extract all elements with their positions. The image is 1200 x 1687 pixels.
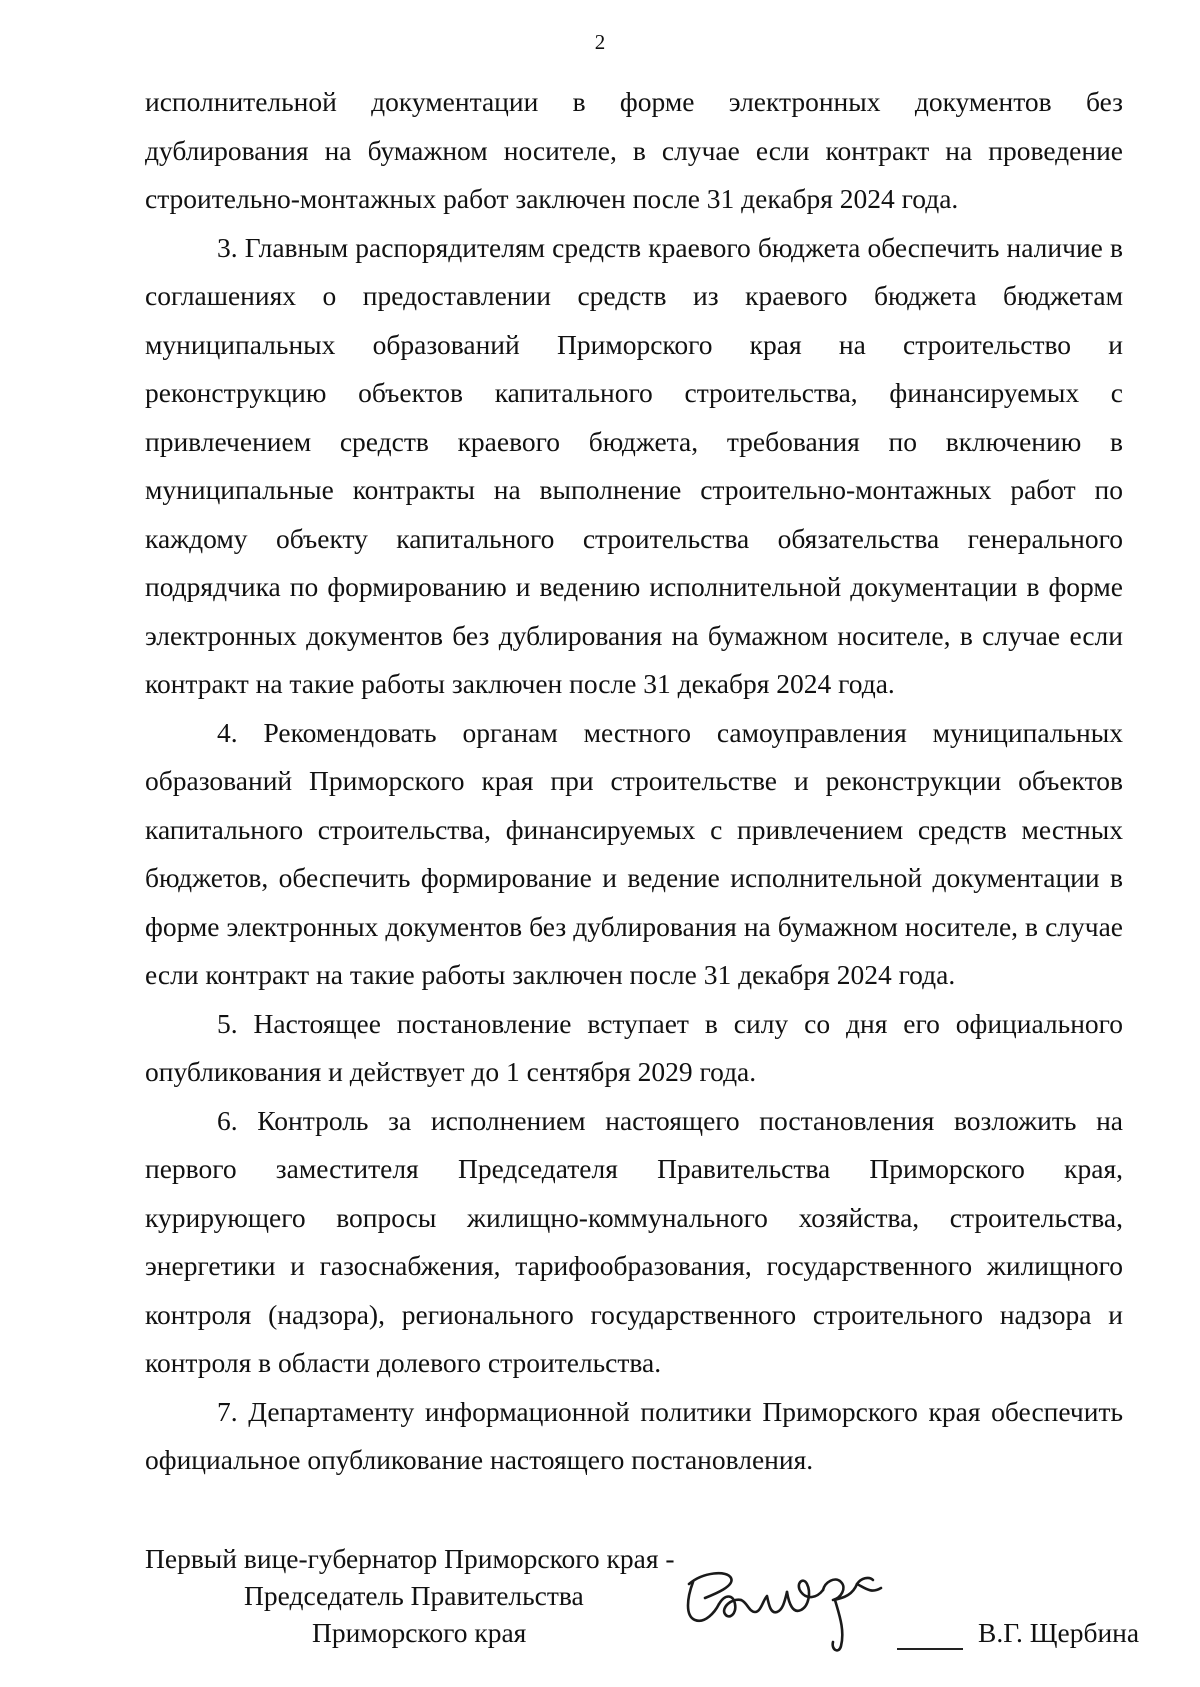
signature-line [897,1648,963,1650]
paragraph-6: 6. Контроль за исполнением настоящего постановления возложить на первого заместителя Председателя Правительства Приморского края, курирующего вопросы жилищно-коммунального хозяйства, строительства, энергетики и газоснабжения, тарифообразования, государственного жилищного контроля (надзора), регионального государственного строительного надзора и контроля в области долевого строительства. [145,1104,1123,1378]
page-number: 2 [594,30,606,54]
signatory-name: В.Г. Щербина [978,1617,1140,1648]
signature-block [145,1540,1145,1680]
document-body [145,78,1123,1485]
paragraph-3: 3. Главным распорядителям средств краевого бюджета обеспечить наличие в соглашениях о предоставлении средств из краевого бюджета бюджетам муниципальных образований Приморского края на строительство и реконструкцию объектов капитального строительства, финансируемых с привлечением средств краевого бюджета, требования по включению в муниципальные контракты на выполнение строительно-монтажных работ по каждому объекту капитального строительства обязательства генерального подрядчика по формированию и ведению исполнительной документации в форме электронных документов без дублирования на бумажном носителе, в случае если контракт на такие работы заключен после 31 декабря 2024 года. [145,231,1123,699]
signatory-title-line-1: Первый вице-губернатор Приморского края - [145,1543,675,1574]
signatory-title-line-3: Приморского края [312,1617,527,1648]
handwritten-signature-icon [675,1554,895,1664]
paragraph-7: 7. Департаменту информационной политики Приморского края обеспечить официальное опубликование настоящего постановления. [145,1395,1123,1475]
paragraph-continuation: исполнительной документации в форме электронных документов без дублирования на бумажном носителе, в случае если контракт на проведение строительно-монтажных работ заключен после 31 декабря 2024 года. [145,86,1123,214]
paragraph-5: 5. Настоящее постановление вступает в силу со дня его официального опубликования и действует до 1 сентября 2029 года. [145,1007,1123,1087]
signatory-title-line-2: Председатель Правительства [244,1580,584,1611]
paragraph-4: 4. Рекомендовать органам местного самоуправления муниципальных образований Приморского края при строительстве и реконструкции объектов капитального строительства, финансируемых с привлечением средств местных бюджетов, обеспечить формирование и ведение исполнительной документации в форме электронных документов без дублирования на бумажном носителе, в случае если контракт на такие работы заключен после 31 декабря 2024 года. [145,716,1123,990]
